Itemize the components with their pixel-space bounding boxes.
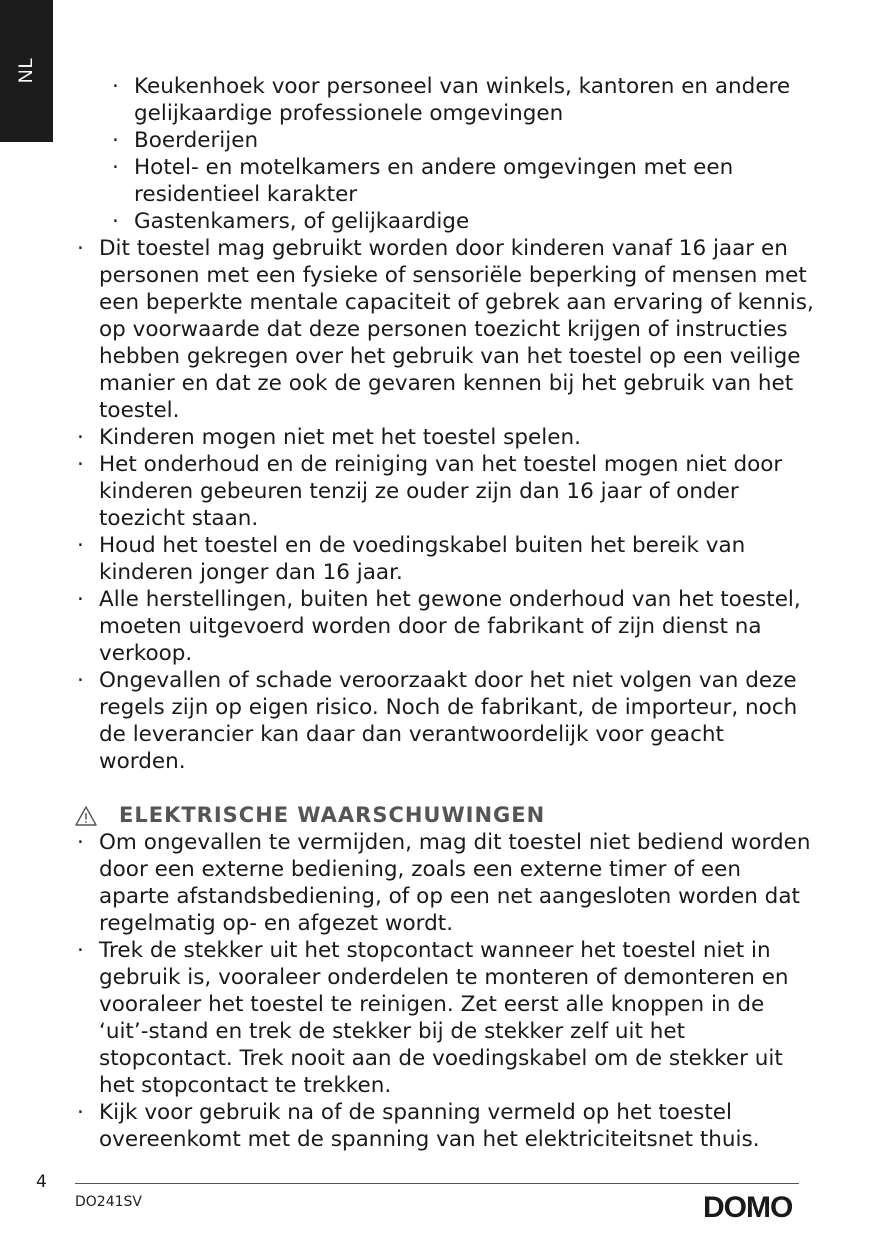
- list-item: · Kijk voor gebruik na of de spanning vermeld op het toestel overeenkomt met de spanning van het elektriciteitsnet thuis.: [75, 1099, 815, 1153]
- list-item: · Het onderhoud en de reiniging van het toestel mogen niet door kinderen gebeuren tenzij ze ouder zijn dan 16 jaar of onder toezicht staan.: [75, 451, 815, 532]
- list-item: · Kinderen mogen niet met het toestel spelen.: [75, 424, 815, 451]
- list-item: · Trek de stekker uit het stopcontact wanneer het toestel niet in gebruik is, vooraleer onderdelen te monteren of demonteren en vooraleer het toestel te reinigen. Zet eerst alle knoppen in de ‘uit’-stand en trek de stekker bij de stekker zelf uit het stopcontact. Trek nooit aan de voedingskabel om de stekker uit het stopcontact te trekken.: [75, 937, 815, 1099]
- list-item: · Dit toestel mag gebruikt worden door kinderen vanaf 16 jaar en personen met een fysieke of sensoriële beperking of mensen met een beperkte mentale capaciteit of gebrek aan ervaring of kennis, op voorwaarde dat deze personen toezicht krijgen of instructies hebben gekregen over het gebruik van het toestel op een veilige manier en dat ze ook de gevaren kennen bij het gebruik van het toestel.: [75, 235, 815, 424]
- list-item: · Gastenkamers, of gelijkaardige: [75, 208, 815, 235]
- warning-icon: [75, 806, 97, 826]
- page-number: 4: [36, 1172, 47, 1192]
- page-content: [75, 73, 815, 1153]
- section-heading-text: ELEKTRISCHE WAARSCHUWINGEN: [119, 803, 546, 827]
- language-tab: [0, 0, 53, 142]
- list-item: · Om ongevallen te vermijden, mag dit toestel niet bediend worden door een externe bediening, zoals een externe timer of een aparte afstandsbediening, of op een net aangesloten worden dat regelmatig op- en afgezet wordt.: [75, 829, 815, 937]
- section-heading: [75, 802, 815, 829]
- brand-logo: DOMO: [703, 1191, 793, 1224]
- list-item: · Boerderijen: [75, 127, 815, 154]
- language-label: NL: [15, 56, 37, 84]
- list-item: · Ongevallen of schade veroorzaakt door het niet volgen van deze regels zijn op eigen risico. Noch de fabrikant, de importeur, noch de leverancier kan daar dan verantwoordelijk voor geacht worden.: [75, 667, 815, 775]
- list-item: · Houd het toestel en de voedingskabel buiten het bereik van kinderen jonger dan 16 jaar.: [75, 532, 815, 586]
- list-item: · Alle herstellingen, buiten het gewone onderhoud van het toestel, moeten uitgevoerd worden door de fabrikant of zijn dienst na verkoop.: [75, 586, 815, 667]
- footer-divider: [75, 1183, 799, 1184]
- list-item: · Hotel- en motelkamers en andere omgevingen met een residentieel karakter: [75, 154, 815, 208]
- model-number: DO241SV: [75, 1194, 142, 1210]
- list-item: · Keukenhoek voor personeel van winkels, kantoren en andere gelijkaardige professionele omgevingen: [75, 73, 815, 127]
